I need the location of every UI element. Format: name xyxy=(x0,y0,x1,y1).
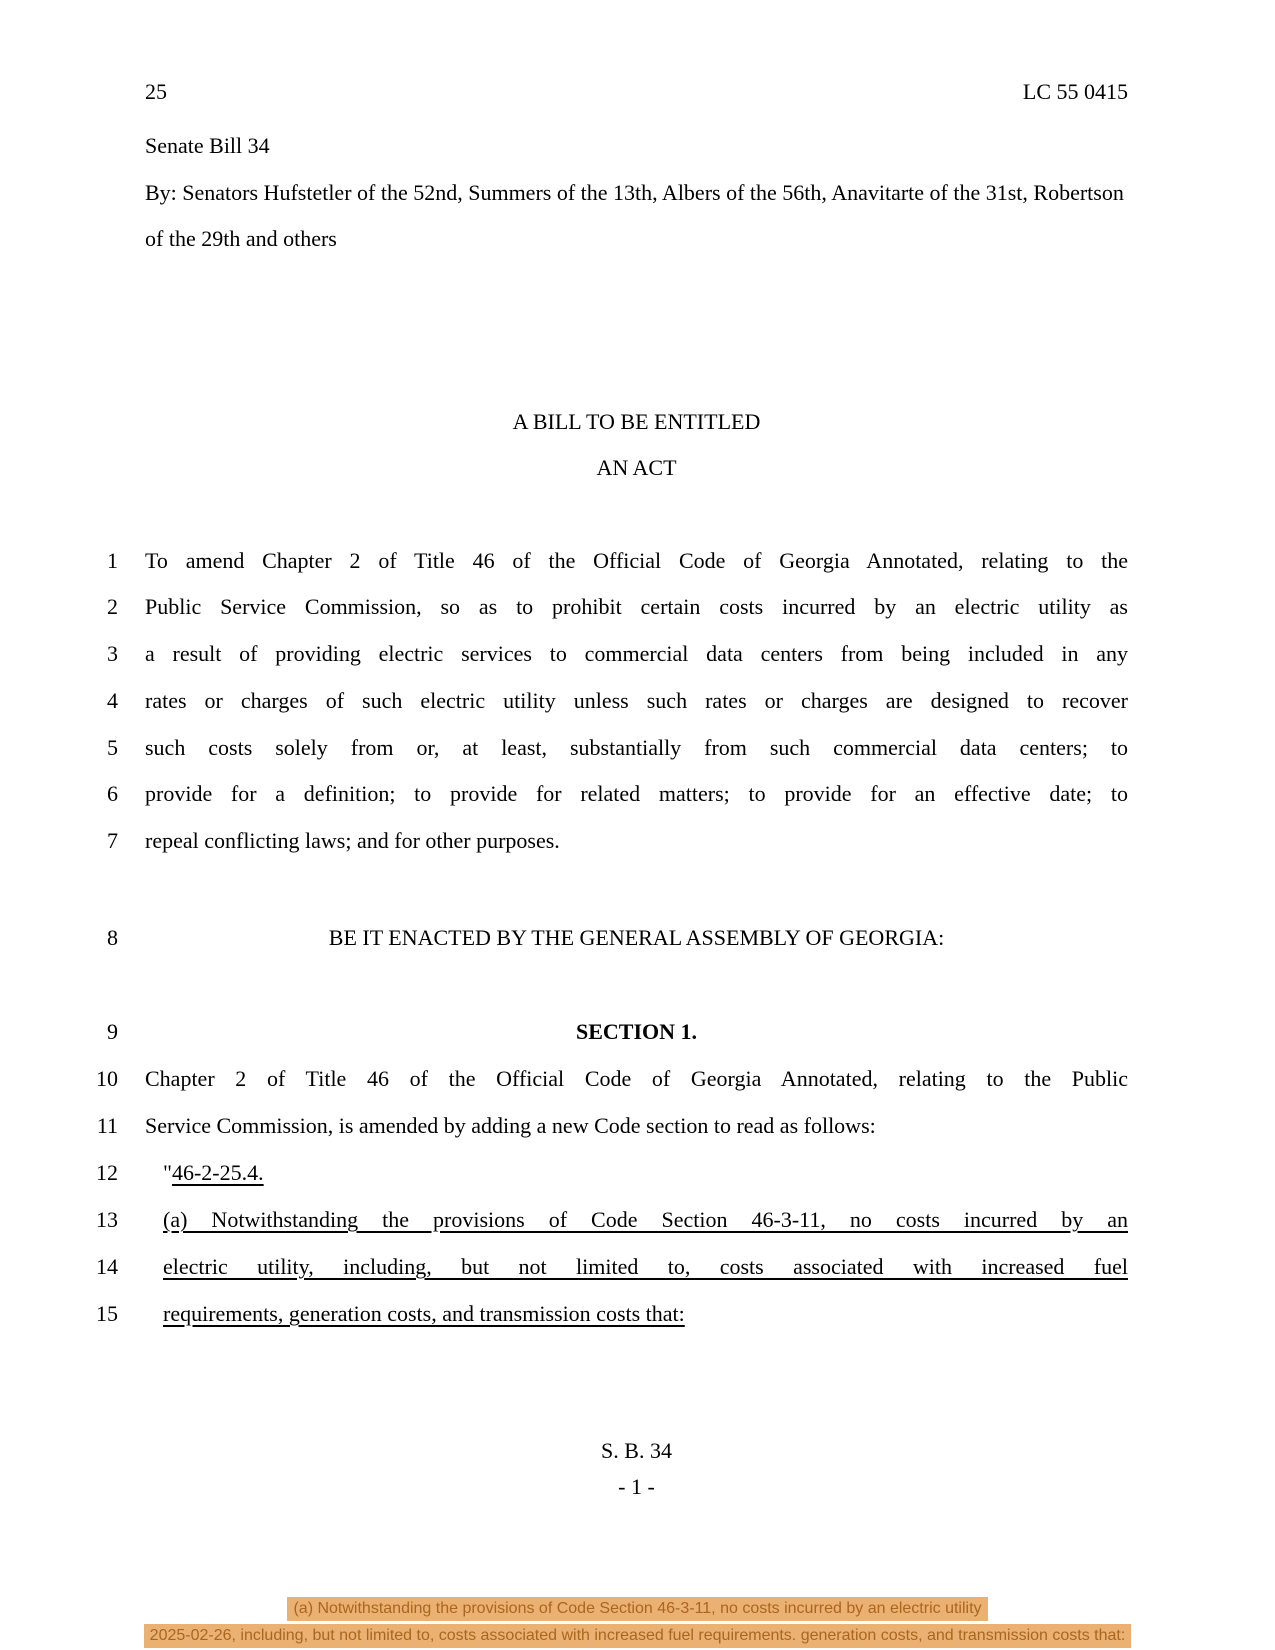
line-text: Chapter 2 of Title 46 of the Official Code of Georgia Annotated, relating to the Public xyxy=(145,1066,1128,1091)
line-text: rates or charges of such electric utility unless such rates or charges are designed to recover xyxy=(145,688,1128,713)
line-number: 5 xyxy=(107,735,118,760)
line-text: (a) Notwithstanding the provisions of Code Section 46-3-11, no costs incurred by an xyxy=(163,1207,1128,1232)
line-number: 4 xyxy=(107,688,118,713)
annotation-overlay-line-1 xyxy=(0,1597,1275,1621)
annotation-overlay-line-2 xyxy=(0,1624,1275,1648)
footer-bill-number: S. B. 34 xyxy=(601,1438,672,1463)
code-section-number: "46-2-25.4. xyxy=(163,1160,264,1185)
line-text: provide for a definition; to provide for related matters; to provide for an effective date; to xyxy=(145,781,1128,806)
line-number: 13 xyxy=(96,1207,118,1232)
line-number: 2 xyxy=(107,594,118,619)
line-number: 11 xyxy=(96,1113,118,1138)
line-text: electric utility, including, but not limited to, costs associated with increased fuel xyxy=(163,1254,1128,1279)
line-text: Service Commission, is amended by adding a new Code section to read as follows: xyxy=(145,1113,876,1138)
line-number: 9 xyxy=(107,1019,118,1044)
page-header-year: 25 xyxy=(145,79,167,104)
line-text: Public Service Commission, so as to prohibit certain costs incurred by an electric utility as xyxy=(145,594,1128,619)
line-number: 7 xyxy=(107,828,118,853)
line-number: 12 xyxy=(96,1160,118,1185)
line-number: 15 xyxy=(96,1301,118,1326)
line-number: 10 xyxy=(96,1066,118,1091)
line-text: a result of providing electric services to commercial data centers from being included in any xyxy=(145,641,1128,666)
line-number: 1 xyxy=(107,548,118,573)
bill-name: Senate Bill 34 xyxy=(145,133,270,158)
bill-title-line2: AN ACT xyxy=(596,455,677,480)
enacting-clause: BE IT ENACTED BY THE GENERAL ASSEMBLY OF GEORGIA: xyxy=(328,925,945,950)
bill-sponsors: By: Senators Hufstetler of the 52nd, Summers of the 13th, Albers of the 56th, Anavitarte of the 31st, Robertson of the 29th and others xyxy=(145,180,1124,251)
highlighted-text: 2025-02-26, including, but not limited to, costs associated with increased fuel requirements. generation costs, and transmission costs that: xyxy=(144,1624,1132,1648)
line-number: 3 xyxy=(107,641,118,666)
line-number: 14 xyxy=(96,1254,118,1279)
line-text: such costs solely from or, at least, substantially from such commercial data centers; to xyxy=(145,735,1128,760)
line-number: 6 xyxy=(107,781,118,806)
opening-quote: " xyxy=(163,1160,172,1185)
line-text: To amend Chapter 2 of Title 46 of the Official Code of Georgia Annotated, relating to the xyxy=(145,548,1128,573)
section-heading: SECTION 1. xyxy=(575,1019,698,1044)
footer-page-number: - 1 - xyxy=(618,1474,655,1499)
line-number: 8 xyxy=(107,925,118,950)
highlighted-text: (a) Notwithstanding the provisions of Code Section 46-3-11, no costs incurred by an electric utility xyxy=(287,1597,987,1621)
page-header-lc-number: LC 55 0415 xyxy=(1022,79,1128,104)
bill-title-line1: A BILL TO BE ENTITLED xyxy=(512,409,761,434)
line-text: requirements, generation costs, and transmission costs that: xyxy=(163,1301,685,1326)
line-text: repeal conflicting laws; and for other purposes. xyxy=(145,828,560,853)
